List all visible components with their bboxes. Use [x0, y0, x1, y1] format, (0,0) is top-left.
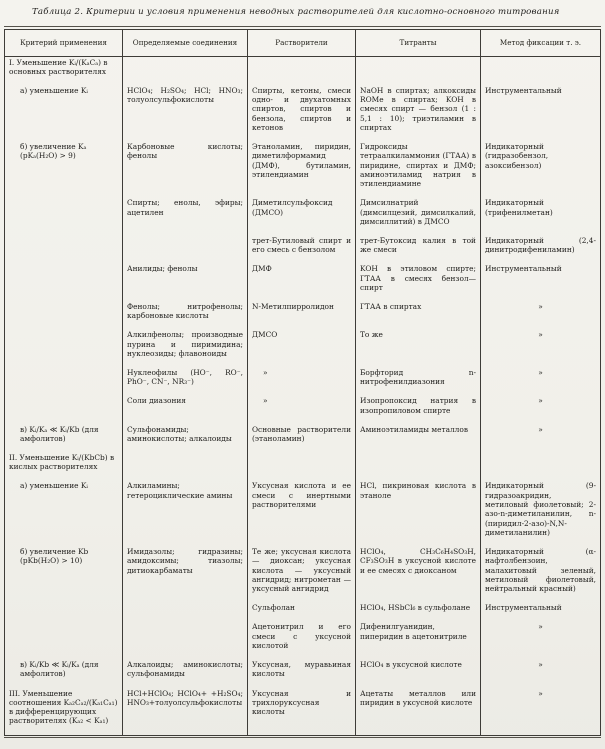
cell-criterion	[5, 301, 122, 329]
cell-compounds: Анилиды; фенолы	[122, 263, 247, 301]
table-title: Таблица 2. Критерии и условия применения неводных растворителей для кислотно-основного титрования	[32, 7, 560, 17]
cell-method: »	[480, 329, 600, 367]
cell-solvents: ДМФ	[247, 263, 355, 301]
cell-method: Индикаторный (2,4-динитродифениламин)	[480, 235, 600, 263]
cell-compounds: Соли диазония	[122, 395, 247, 423]
cell-criterion: II. Уменьшение Kᵢ/(KbCb) в кислых растворителях	[9, 453, 115, 472]
table-border	[4, 26, 601, 738]
cell-solvents: Уксусная кислота и ее смеси с инертными растворителями	[247, 480, 355, 546]
cell-solvents: Спирты, кетоны, смеси одно- и двухатомных спиртов, спиртов и бензола, спиртов и кетонов	[247, 85, 355, 141]
cell-method	[480, 452, 600, 480]
cell-method: Инструментальный	[480, 602, 600, 621]
cell-titrants: Ацетаты металлов или пиридин в уксусной кислоте	[355, 688, 480, 735]
cell-solvents: Уксусная и трихлоруксусная кислоты	[247, 688, 355, 735]
cell-titrants: Гидроксиды тетраалкиламмония (ГТАА) в пиридине, спиртах и ДМФ; аминоэтиламид натрия в этилендиамине	[355, 141, 480, 197]
cell-solvents: ДМСО	[247, 329, 355, 367]
cell-method: »	[480, 301, 600, 329]
cell-criterion	[5, 367, 122, 395]
cell-method: Индикаторный (α-нафтолбензоин, малахитовый зеленый, метиловый фиолетовый, нейтральный красный)	[480, 546, 600, 602]
cell-titrants	[355, 57, 480, 85]
cell-criterion	[5, 602, 122, 621]
cell-criterion	[5, 395, 122, 423]
cell-criterion: I. Уменьшение Kᵢ/(KₐCₐ) в основных растворителях	[9, 57, 108, 76]
cell-compounds: Карбоновые кислоты; фенолы	[122, 141, 247, 197]
cell-method: »	[480, 659, 600, 687]
cell-compounds: Алкиламины; гетероциклические амины	[122, 480, 247, 546]
cell-solvents: Ацетонитрил и его смеси с уксусной кислотой	[247, 621, 355, 659]
cell-criterion: а) уменьшение Kᵢ	[20, 481, 88, 491]
cell-titrants: HClO₄, HSbCl₆ в сульфолане	[355, 602, 480, 621]
cell-solvents: Основные растворители (этаноламин)	[247, 424, 355, 452]
cell-method: »	[480, 395, 600, 423]
cell-method: Инструментальный	[480, 263, 600, 301]
cell-titrants: NaOH в спиртах; алкоксиды ROMe в спиртах; KOH в смесях спирт — бензол (1 : 5,1 : 10); триэтиламин в спиртах	[355, 85, 480, 141]
cell-compounds: Спирты; енолы, эфиры; ацетилен	[122, 197, 247, 235]
cell-solvents: »	[247, 395, 355, 423]
cell-solvents	[247, 57, 355, 85]
column-header-solvents: Растворители	[247, 30, 355, 57]
cell-titrants: Борфторид n-нитрофенилдиазония	[355, 367, 480, 395]
cell-criterion: III. Уменьшение соотношения Kₐ₂Cₐ₂/(Kₐ₁Cₐ₁) в дифференцирующих растворителях (Kₐ₂ < Kₐ₁)	[9, 688, 118, 726]
cell-solvents: Те же; уксусная кислота — диоксан; уксусная кислота — уксусный ангидрид; нитрометан — уксусный ангидрид	[247, 546, 355, 602]
cell-titrants: KOH в этиловом спирте; ГТАА в смесях бензол—спирт	[355, 263, 480, 301]
cell-compounds: Фенолы; нитрофенолы; карбоновые кислоты	[122, 301, 247, 329]
cell-titrants: HClO₄ в уксусной кислоте	[355, 659, 480, 687]
cell-method: Индикаторный (гидразобензол, азоксибензол)	[480, 141, 600, 197]
cell-compounds	[122, 602, 247, 621]
cell-compounds	[122, 452, 247, 480]
criteria-table	[4, 29, 601, 736]
cell-compounds: HCl+HClO₄; HClO₄+ +H₂SO₄; HNO₃+толуолсульфокислоты	[122, 688, 247, 735]
cell-solvents: Уксусная, муравьиная кислоты	[247, 659, 355, 687]
cell-solvents	[247, 452, 355, 480]
cell-titrants: Изопропоксид натрия в изопропиловом спирте	[355, 395, 480, 423]
cell-titrants: трет-Бутоксид калия в той же смеси	[355, 235, 480, 263]
cell-criterion	[5, 197, 122, 235]
cell-titrants: ГТАА в спиртах	[355, 301, 480, 329]
cell-compounds: Алкалоиды; аминокислоты; сульфонамиды	[122, 659, 247, 687]
cell-criterion: а) уменьшение Kᵢ	[20, 85, 88, 95]
cell-compounds: HClO₄; H₂SO₄; HCl; HNO₃; толуолсульфокислоты	[122, 85, 247, 141]
cell-criterion	[5, 263, 122, 301]
cell-solvents: трет-Бутиловый спирт и его смесь с бензолом	[247, 235, 355, 263]
cell-solvents: Этаноламин, пиридин, диметилформамид (ДМФ), бутиламин, этилендиамин	[247, 141, 355, 197]
cell-solvents: Сульфолан	[247, 602, 355, 621]
column-header-compounds: Определяемые соединения	[122, 30, 247, 57]
cell-titrants	[355, 452, 480, 480]
cell-method: Индикаторный (9-гидразоакридин, метиловый фиолетовый; 2-азо-n-диметиланилин, n-(пиридил-2-азо)-N,N-диметиланилин)	[480, 480, 600, 546]
cell-method: »	[480, 424, 600, 452]
cell-method: Инструментальный	[480, 85, 600, 141]
cell-compounds	[122, 621, 247, 659]
cell-titrants: Димсилнатрий (димсилцезий, димсилкалий, димсиллитий) в ДМСО	[355, 197, 480, 235]
cell-compounds: Сульфонамиды; аминокислоты; алкалоиды	[122, 424, 247, 452]
cell-compounds	[122, 57, 247, 85]
cell-titrants: Аминоэтиламиды металлов	[355, 424, 480, 452]
cell-method: »	[480, 367, 600, 395]
cell-compounds	[122, 235, 247, 263]
cell-criterion: в) Kᵢ/Kₐ ≪ Kᵢ/Kb (для амфолитов)	[20, 424, 99, 444]
cell-criterion: б) увеличение Kb (pKb(H₂O) > 10)	[20, 547, 89, 566]
cell-compounds: Алкилфенолы; производные пурина и пиримидина; нуклеозиды; флавоноиды	[122, 329, 247, 367]
cell-solvents: »	[247, 367, 355, 395]
cell-criterion	[5, 235, 122, 263]
cell-titrants: HClO₄, CH₃C₆H₄SO₃H, CF₃SO₃H в уксусной кислоте и ее смесях с диоксаном	[355, 546, 480, 602]
cell-titrants: То же	[355, 329, 480, 367]
cell-criterion	[5, 329, 122, 367]
cell-solvents: N-Метилпирролидон	[247, 301, 355, 329]
cell-criterion: б) увеличение Kₐ (pKₐ(H₂O) > 9)	[20, 142, 87, 161]
cell-method: »	[480, 688, 600, 735]
column-header-criterion: Критерий применения	[5, 30, 122, 57]
cell-compounds: Имидазолы; гидразины; амидоксимы; тиазолы; дитиокарбаматы	[122, 546, 247, 602]
cell-solvents: Диметилсульфоксид (ДМСО)	[247, 197, 355, 235]
cell-method: »	[480, 621, 600, 659]
column-header-titrants: Титранты	[355, 30, 480, 57]
cell-titrants: Дифенилгуанидин, пиперидин в ацетонитриле	[355, 621, 480, 659]
cell-criterion: в) Kᵢ/Kb ≪ Kᵢ/Kₐ (для амфолитов)	[20, 660, 99, 679]
cell-method: Индикаторный (трифенилметан)	[480, 197, 600, 235]
cell-titrants: HCl, пикриновая кислота в этаноле	[355, 480, 480, 546]
cell-compounds: Нуклеофилы (HO⁻, RO⁻, PhO⁻, CN⁻, NR₃⁻)	[122, 367, 247, 395]
column-header-method: Метод фиксации т. э.	[480, 30, 600, 57]
cell-method	[480, 57, 600, 85]
cell-criterion	[5, 621, 122, 659]
